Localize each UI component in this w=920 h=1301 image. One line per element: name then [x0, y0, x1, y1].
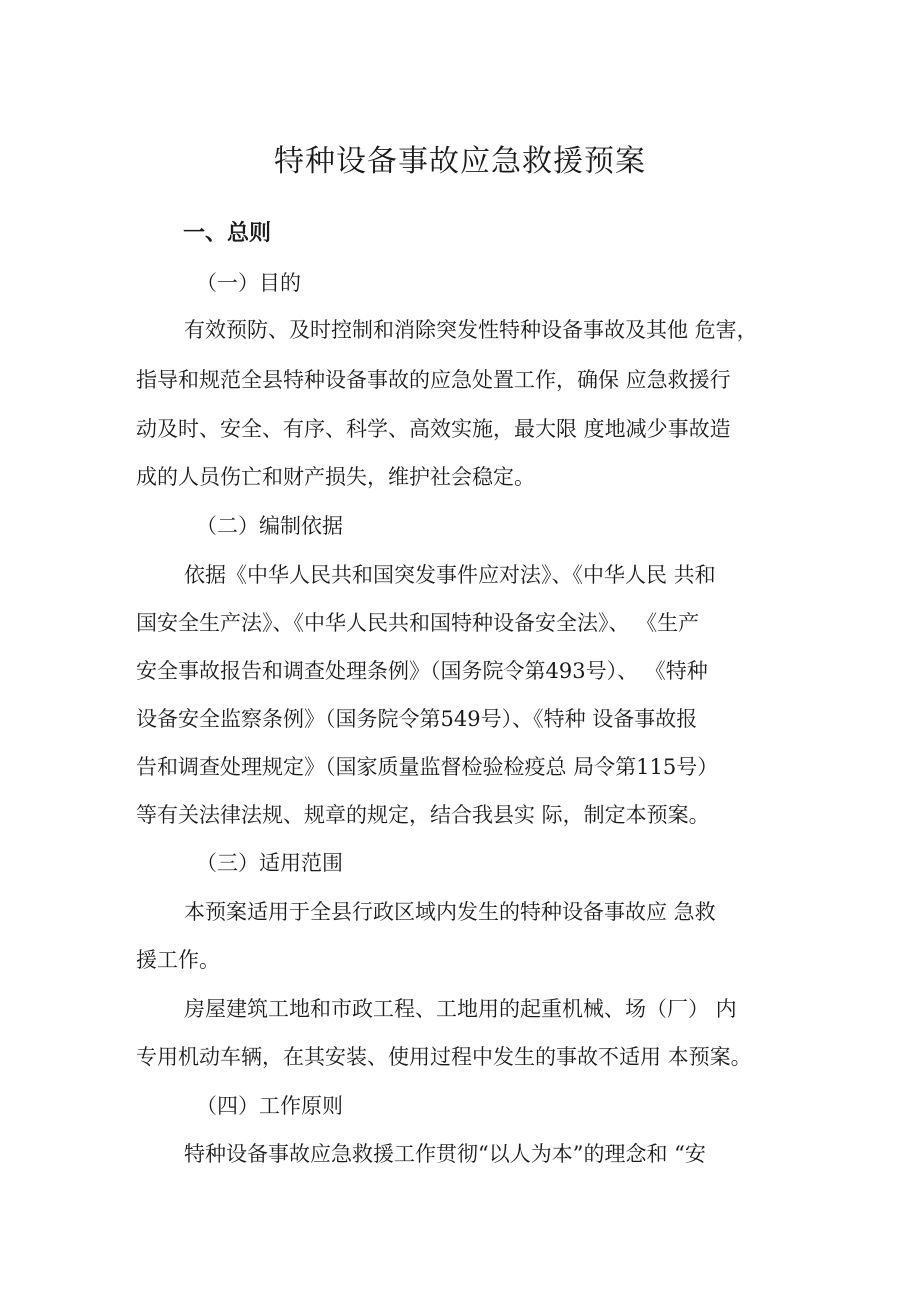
paragraph-line: 依据《中华人民共和国突发事件应对法》、《中华人民 共和 [184, 563, 716, 587]
paragraph-line: 告和调查处理规定》（国家质量监督检验检疫总 局令第115号） [136, 755, 719, 779]
paragraph-line: 设备安全监察条例》（国务院令第549号）、《特种 设备事故报 [136, 707, 698, 731]
paragraph-line: 国安全生产法》、《中华人民共和国特种设备安全法》、 《生产 [136, 611, 700, 635]
subsection-heading-scope: （三）适用范围 [196, 851, 343, 875]
paragraph-line: 援工作。 [136, 948, 220, 972]
subsection-heading-basis: （二）编制依据 [196, 514, 343, 538]
section-heading-general: 一、总则 [183, 221, 272, 246]
paragraph-line: 安全事故报告和调查处理条例》（国务院令第493号）、 《特种 [136, 659, 708, 683]
paragraph-line: 指导和规范全县特种设备事故的应急处置工作，确保 应急救援行 [136, 368, 731, 392]
subsection-heading-purpose: （一）目的 [196, 271, 301, 295]
paragraph-line: 成的人员伤亡和财产损失，维护社会稳定。 [136, 465, 535, 489]
paragraph-line: 房屋建筑工地和市政工程、工地用的起重机械、场（厂） 内 [184, 997, 737, 1021]
paragraph-line: 本预案适用于全县行政区域内发生的特种设备事故应 急救 [184, 900, 716, 924]
paragraph-line: 有效预防、及时控制和消除突发性特种设备事故及其他 危害， [184, 318, 758, 342]
document-title: 特种设备事故应急救援预案 [274, 144, 646, 179]
paragraph-line: 动及时、安全、有序、科学、高效实施，最大限 度地减少事故造 [136, 417, 731, 441]
subsection-heading-principles: （四）工作原则 [196, 1094, 343, 1118]
paragraph-line: 等有关法律法规、规章的规定，结合我县实 际，制定本预案。 [136, 803, 710, 827]
paragraph-line: 特种设备事故应急救援工作贯彻“以人为本”的理念和 “安 [184, 1142, 706, 1166]
paragraph-line: 专用机动车辆，在其安装、使用过程中发生的事故不适用 本预案。 [136, 1045, 752, 1069]
